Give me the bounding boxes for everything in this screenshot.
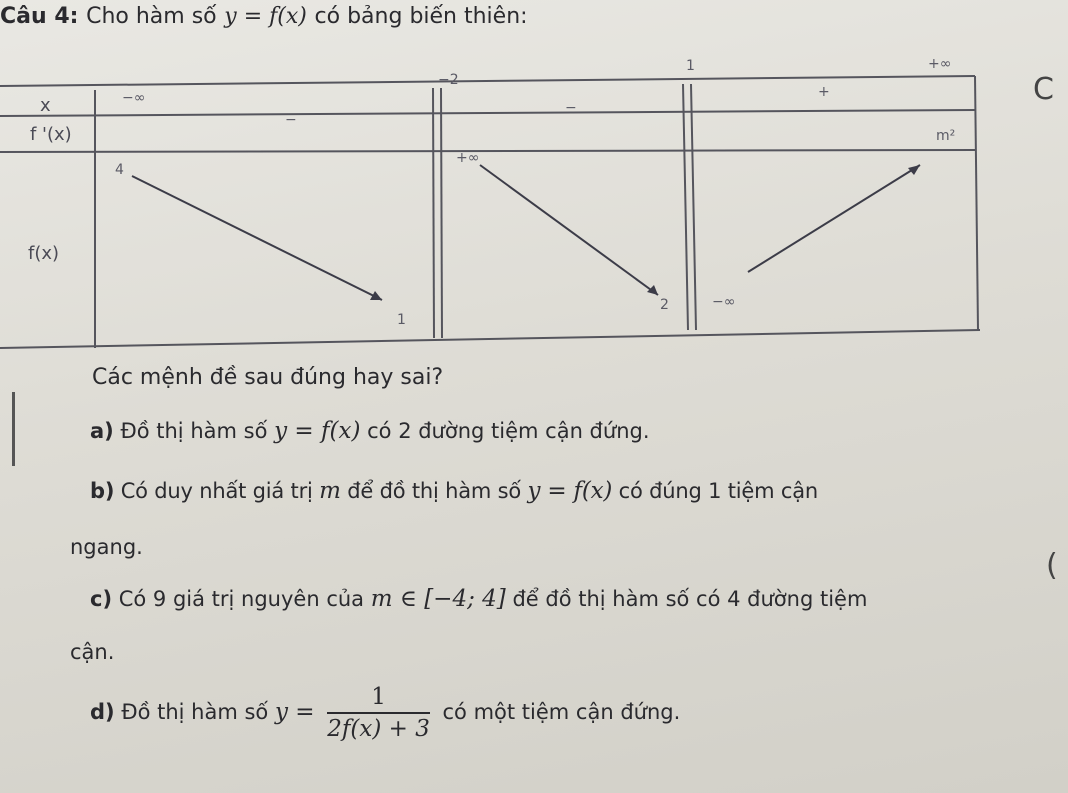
statement-c-letter: c) (90, 587, 113, 611)
statement-b-letter: b) (90, 479, 115, 503)
row-label-derivative: f '(x) (30, 124, 72, 145)
statement-d-lhs: y = (274, 699, 315, 725)
statement-c-before: Có 9 giá trị nguyên của (118, 587, 365, 611)
f-value-mid-low: 2 (660, 297, 669, 313)
statement-b-after: có đúng 1 tiệm cận (618, 479, 818, 503)
statement-d (90, 684, 680, 742)
margin-bar (12, 392, 15, 466)
question-intro: Cho hàm số (86, 4, 217, 29)
prompt-text: Các mệnh đề sau đúng hay sai? (92, 365, 444, 390)
row-label-x: x (40, 95, 51, 116)
row-label-f: f(x) (28, 243, 60, 264)
x-value-one: 1 (686, 58, 695, 74)
f-value-right-low: −∞ (712, 294, 736, 310)
x-value-neg-infinity: −∞ (122, 90, 146, 106)
variation-table (0, 0, 1068, 360)
statement-a-after: có 2 đường tiệm cận đứng. (367, 419, 650, 443)
statement-c (90, 586, 867, 612)
statement-b-continuation: ngang. (70, 535, 143, 559)
statement-b-before: Có duy nhất giá trị (120, 479, 313, 503)
statement-d-after: có một tiệm cận đứng. (442, 700, 681, 724)
question-label: Câu 4: (0, 4, 79, 29)
question-function: y = f(x) (224, 4, 307, 29)
derivative-sign-2: − (565, 100, 577, 116)
statement-c-after: để đồ thị hàm số có 4 đường tiệm (512, 587, 868, 611)
statement-c-continuation: cận. (70, 640, 115, 664)
side-mark-paren: ( (1046, 548, 1058, 583)
f-value-start: 4 (115, 162, 124, 178)
side-mark-c: C (1033, 72, 1054, 107)
statement-b-var: m (319, 478, 341, 504)
statement-d-before: Đồ thị hàm số (121, 700, 269, 724)
statement-d-numerator: 1 (327, 684, 430, 714)
statement-d-fraction (327, 684, 430, 742)
f-value-mid-high: +∞ (456, 150, 480, 166)
statement-d-denominator: 2f(x) + 3 (327, 716, 430, 742)
question-suffix: có bảng biến thiên: (314, 4, 528, 29)
f-value-right-high: m² (936, 128, 956, 144)
statement-a-math: y = f(x) (274, 418, 361, 444)
statement-d-letter: d) (90, 700, 115, 724)
f-value-left-low: 1 (397, 312, 406, 328)
statement-a-letter: a) (90, 419, 114, 443)
x-value-neg-two: −2 (438, 72, 459, 88)
x-value-pos-infinity: +∞ (928, 56, 952, 72)
statement-c-math: m ∈ [−4; 4] (370, 586, 506, 612)
statement-b-math: y = f(x) (527, 478, 613, 504)
derivative-sign-1: − (285, 112, 297, 128)
derivative-sign-3: + (818, 84, 830, 100)
statement-a (90, 418, 650, 444)
statement-a-before: Đồ thị hàm số (120, 419, 268, 443)
statement-b-middle: để đồ thị hàm số (347, 479, 521, 503)
statement-b (90, 478, 818, 504)
